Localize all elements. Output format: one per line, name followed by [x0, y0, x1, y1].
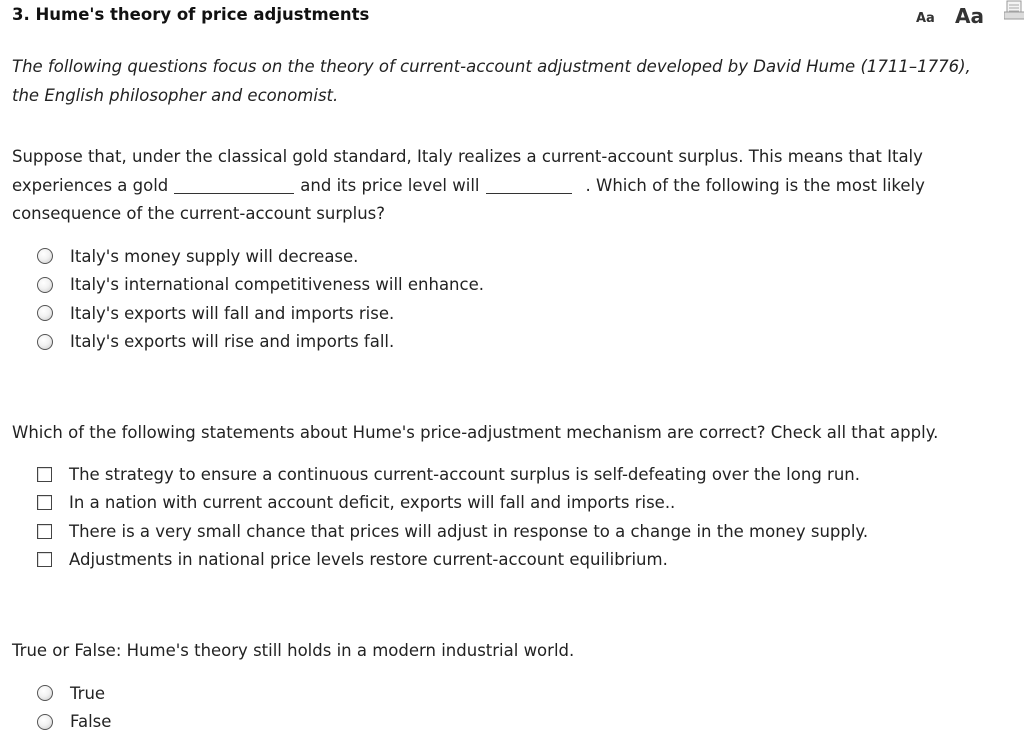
intro-line-2: the English philosopher and economist.	[12, 85, 339, 105]
checkbox[interactable]	[37, 495, 52, 510]
question-3-options	[37, 679, 111, 736]
radio-option-true[interactable]	[37, 679, 111, 708]
increase-font-button[interactable]: Aa	[955, 4, 984, 28]
question-1-line-2-part-3: . Which of the following is the most likely	[585, 175, 925, 195]
radio-button[interactable]	[37, 305, 53, 321]
radio-option[interactable]	[37, 271, 484, 300]
checkbox[interactable]	[37, 467, 52, 482]
radio-option[interactable]	[37, 242, 484, 271]
radio-option[interactable]	[37, 328, 484, 357]
radio-button[interactable]	[37, 334, 53, 350]
question-title: 3. Hume's theory of price adjustments	[12, 5, 370, 24]
question-3-prompt: True or False: Hume's theory still holds in a modern industrial world.	[12, 641, 575, 660]
option-label: The strategy to ensure a continuous current-account surplus is self-defeating over the long run.	[69, 464, 860, 484]
radio-button[interactable]	[37, 277, 53, 293]
print-icon[interactable]	[1004, 0, 1024, 20]
option-label: Italy's money supply will decrease.	[70, 246, 359, 266]
option-label: Italy's international competitiveness will enhance.	[70, 275, 484, 295]
question-2-options	[37, 460, 868, 574]
question-2-prompt: Which of the following statements about Hume's price-adjustment mechanism are correct? Check all that apply.	[12, 423, 939, 442]
radio-button[interactable]	[37, 685, 53, 701]
price-level-blank-dropdown[interactable]	[486, 177, 572, 194]
option-label: False	[70, 712, 112, 732]
gold-flow-blank-dropdown[interactable]	[174, 177, 294, 194]
question-1-line-2	[12, 172, 1012, 201]
option-label: Italy's exports will fall and imports rise.	[70, 303, 395, 323]
radio-button[interactable]	[37, 714, 53, 730]
checkbox[interactable]	[37, 552, 52, 567]
radio-option-false[interactable]	[37, 708, 111, 737]
question-1-line-3: consequence of the current-account surplus?	[12, 204, 386, 223]
radio-button[interactable]	[37, 248, 53, 264]
question-1-line-1: Suppose that, under the classical gold standard, Italy realizes a current-account surplus. This means that Italy	[12, 147, 923, 166]
checkbox-option[interactable]	[37, 546, 868, 575]
question-1-options	[37, 242, 484, 356]
question-1-line-2-part-2: and its price level will	[300, 175, 480, 195]
checkbox[interactable]	[37, 524, 52, 539]
question-1-line-2-part-1: experiences a gold	[12, 175, 169, 195]
intro-paragraph	[12, 53, 1017, 110]
decrease-font-button[interactable]: Aa	[916, 11, 935, 26]
question-1-text	[12, 143, 1012, 229]
option-label: Adjustments in national price levels restore current-account equilibrium.	[69, 550, 668, 570]
option-label: There is a very small chance that prices will adjust in response to a change in the money supply.	[69, 521, 869, 541]
intro-line-1: The following questions focus on the theory of current-account adjustment developed by David Hume (1711–1776),	[12, 57, 971, 76]
checkbox-option[interactable]	[37, 517, 868, 546]
option-label: True	[70, 683, 106, 703]
option-label: In a nation with current account deficit, exports will fall and imports rise..	[69, 493, 676, 513]
radio-option[interactable]	[37, 299, 484, 328]
checkbox-option[interactable]	[37, 460, 868, 489]
checkbox-option[interactable]	[37, 489, 868, 518]
option-label: Italy's exports will rise and imports fall.	[70, 332, 395, 352]
